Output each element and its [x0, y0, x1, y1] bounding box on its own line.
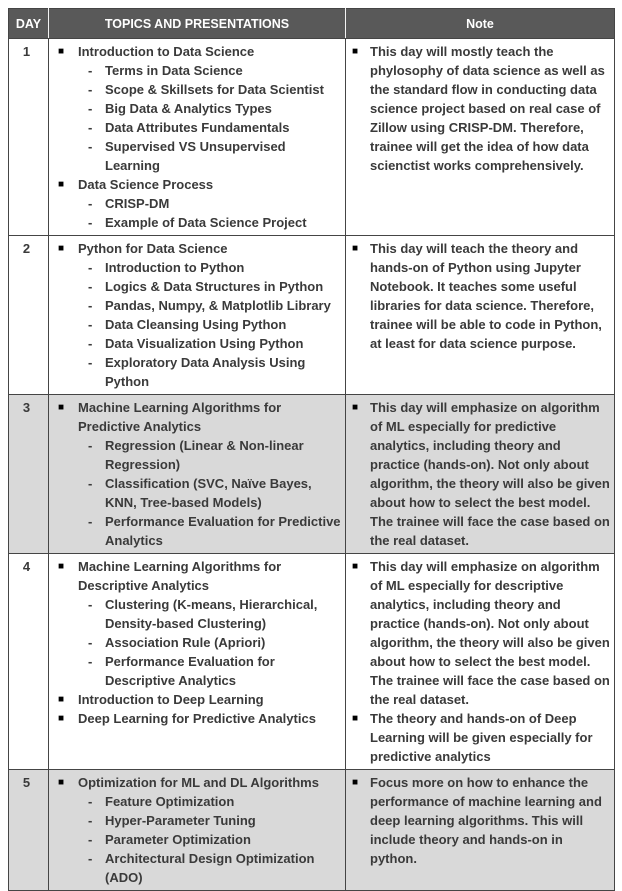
topic-subitem — [88, 118, 341, 137]
topic-item — [58, 239, 341, 258]
topic-subitem — [88, 652, 341, 690]
note-text: Focus more on how to enhance the performance of machine learning and deep learning algorithms. This will include theory and hands-on in python. — [370, 775, 602, 866]
dash-bullet-icon: - — [88, 298, 93, 313]
topic-subitem-label: Logics & Data Structures in Python — [105, 279, 324, 294]
topic-subitem-label: Data Attributes Fundamentals — [105, 120, 290, 135]
topic-subitem-label: Data Cleansing Using Python — [105, 317, 287, 332]
topic-title: Machine Learning Algorithms for Predictive Analytics — [78, 400, 282, 434]
training-schedule-table — [8, 8, 615, 891]
topic-title: Introduction to Deep Learning — [78, 692, 264, 707]
note-cell — [346, 395, 615, 554]
dash-bullet-icon: - — [88, 101, 93, 116]
topic-item — [58, 42, 341, 61]
dash-bullet-icon: - — [88, 196, 93, 211]
topic-item — [58, 175, 341, 194]
square-bullet-icon: ■ — [352, 46, 359, 57]
table-row — [9, 236, 615, 395]
dash-bullet-icon: - — [88, 832, 93, 847]
header-note: Note — [346, 9, 615, 39]
topic-subitem-label: Feature Optimization — [105, 794, 235, 809]
topic-item — [58, 773, 341, 792]
topic-subitem-label: Exploratory Data Analysis Using Python — [105, 355, 306, 389]
day-cell: 2 — [9, 236, 49, 395]
topic-subitem — [88, 296, 341, 315]
topic-subitem — [88, 811, 341, 830]
table-row — [9, 770, 615, 891]
topic-subitem — [88, 595, 341, 633]
topic-subitem — [88, 849, 341, 887]
dash-bullet-icon: - — [88, 317, 93, 332]
topic-subitem — [88, 315, 341, 334]
table-row — [9, 554, 615, 770]
square-bullet-icon: ■ — [58, 713, 65, 724]
topic-item — [58, 557, 341, 595]
topics-cell — [49, 39, 346, 236]
topics-cell — [49, 770, 346, 891]
topic-subitem-label: Hyper-Parameter Tuning — [105, 813, 256, 828]
square-bullet-icon: ■ — [58, 179, 65, 190]
dash-bullet-icon: - — [88, 355, 93, 370]
topic-subitem-label: Scope & Skillsets for Data Scientist — [105, 82, 324, 97]
topics-cell — [49, 236, 346, 395]
note-item — [352, 239, 610, 353]
dash-bullet-icon: - — [88, 597, 93, 612]
day-cell: 3 — [9, 395, 49, 554]
square-bullet-icon: ■ — [58, 243, 65, 254]
table-row — [9, 39, 615, 236]
dash-bullet-icon: - — [88, 851, 93, 866]
topic-subitem-label: Parameter Optimization — [105, 832, 251, 847]
topic-subitem-label: Classification (SVC, Naïve Bayes, KNN, Tree-based Models) — [105, 476, 312, 510]
square-bullet-icon: ■ — [352, 402, 359, 413]
note-cell — [346, 554, 615, 770]
topic-subitem — [88, 792, 341, 811]
topic-title: Python for Data Science — [78, 241, 228, 256]
topic-subitem-label: Architectural Design Optimization (ADO) — [105, 851, 315, 885]
topic-subitem — [88, 633, 341, 652]
note-item — [352, 773, 610, 868]
table-row — [9, 395, 615, 554]
topic-item — [58, 398, 341, 436]
dash-bullet-icon: - — [88, 635, 93, 650]
day-cell: 4 — [9, 554, 49, 770]
note-cell — [346, 770, 615, 891]
dash-bullet-icon: - — [88, 336, 93, 351]
dash-bullet-icon: - — [88, 63, 93, 78]
note-item — [352, 557, 610, 709]
dash-bullet-icon: - — [88, 82, 93, 97]
dash-bullet-icon: - — [88, 813, 93, 828]
dash-bullet-icon: - — [88, 476, 93, 491]
topic-subitem — [88, 353, 341, 391]
topic-subitem-label: Pandas, Numpy, & Matplotlib Library — [105, 298, 331, 313]
topic-subitem — [88, 213, 341, 232]
topic-title: Machine Learning Algorithms for Descriptive Analytics — [78, 559, 282, 593]
day-cell: 5 — [9, 770, 49, 891]
topic-title: Data Science Process — [78, 177, 214, 192]
note-item — [352, 709, 610, 766]
header-topics: TOPICS AND PRESENTATIONS — [49, 9, 346, 39]
topic-title: Optimization for ML and DL Algorithms — [78, 775, 319, 790]
dash-bullet-icon: - — [88, 514, 93, 529]
note-cell — [346, 39, 615, 236]
note-text: This day will emphasize on algorithm of ML especially for predictive analytics, including theory and practice (hands-on). Not only about algorithm, the theory will also be given about how to select the best model. The trainee will face the case based on the real dataset. — [370, 400, 610, 548]
topic-item — [58, 690, 341, 709]
table-header-row — [9, 9, 615, 39]
square-bullet-icon: ■ — [352, 777, 359, 788]
topic-subitem — [88, 80, 341, 99]
square-bullet-icon: ■ — [352, 561, 359, 572]
topic-subitem — [88, 99, 341, 118]
topic-title: Introduction to Data Science — [78, 44, 255, 59]
topic-subitem — [88, 277, 341, 296]
dash-bullet-icon: - — [88, 139, 93, 154]
topic-subitem-label: Introduction to Python — [105, 260, 245, 275]
square-bullet-icon: ■ — [352, 243, 359, 254]
square-bullet-icon: ■ — [58, 777, 65, 788]
dash-bullet-icon: - — [88, 215, 93, 230]
dash-bullet-icon: - — [88, 438, 93, 453]
dash-bullet-icon: - — [88, 279, 93, 294]
square-bullet-icon: ■ — [58, 46, 65, 57]
topic-subitem — [88, 436, 341, 474]
day-cell: 1 — [9, 39, 49, 236]
topic-subitem-label: Performance Evaluation for Predictive Analytics — [105, 514, 341, 548]
dash-bullet-icon: - — [88, 260, 93, 275]
topic-subitem — [88, 474, 341, 512]
square-bullet-icon: ■ — [58, 561, 65, 572]
topic-subitem — [88, 830, 341, 849]
topic-subitem-label: Regression (Linear & Non-linear Regression) — [105, 438, 304, 472]
topic-subitem-label: Clustering (K-means, Hierarchical, Density-based Clustering) — [105, 597, 318, 631]
topic-subitem — [88, 61, 341, 80]
topic-subitem — [88, 194, 341, 213]
topic-subitem-label: CRISP-DM — [105, 196, 170, 211]
topic-subitem-label: Performance Evaluation for Descriptive Analytics — [105, 654, 275, 688]
square-bullet-icon: ■ — [58, 402, 65, 413]
square-bullet-icon: ■ — [58, 694, 65, 705]
note-text: This day will emphasize on algorithm of ML especially for descriptive analytics, including theory and practice (hands-on). Not only about algorithm, the theory will also be given about how to select the best model. The trainee will face the case based on the real dataset. — [370, 559, 610, 707]
header-day: DAY — [9, 9, 49, 39]
topic-subitem — [88, 258, 341, 277]
topic-subitem-label: Terms in Data Science — [105, 63, 243, 78]
dash-bullet-icon: - — [88, 120, 93, 135]
topic-subitem-label: Example of Data Science Project — [105, 215, 307, 230]
dash-bullet-icon: - — [88, 654, 93, 669]
topic-subitem — [88, 334, 341, 353]
note-cell — [346, 236, 615, 395]
square-bullet-icon: ■ — [352, 713, 359, 724]
note-text: This day will teach the theory and hands-on of Python using Jupyter Notebook. It teaches some useful libraries for data science. Therefore, trainee will be able to code in Python, at least for data science purpose. — [370, 241, 602, 351]
topic-item — [58, 709, 341, 728]
note-text: The theory and hands-on of Deep Learning will be given especially for predictive analytics — [370, 711, 593, 764]
topic-subitem — [88, 137, 341, 175]
topic-subitem-label: Data Visualization Using Python — [105, 336, 304, 351]
topics-cell — [49, 395, 346, 554]
topic-subitem-label: Association Rule (Apriori) — [105, 635, 266, 650]
note-text: This day will mostly teach the phylosophy of data science as well as the standard flow in conducting data science project based on real case of Zillow using CRISP-DM. Therefore, trainee will get the idea of how data scienctist works comprehensively. — [370, 44, 605, 173]
note-item — [352, 398, 610, 550]
topic-title: Deep Learning for Predictive Analytics — [78, 711, 316, 726]
topic-subitem — [88, 512, 341, 550]
topic-subitem-label: Big Data & Analytics Types — [105, 101, 272, 116]
dash-bullet-icon: - — [88, 794, 93, 809]
topic-subitem-label: Supervised VS Unsupervised Learning — [105, 139, 286, 173]
topics-cell — [49, 554, 346, 770]
note-item — [352, 42, 610, 175]
